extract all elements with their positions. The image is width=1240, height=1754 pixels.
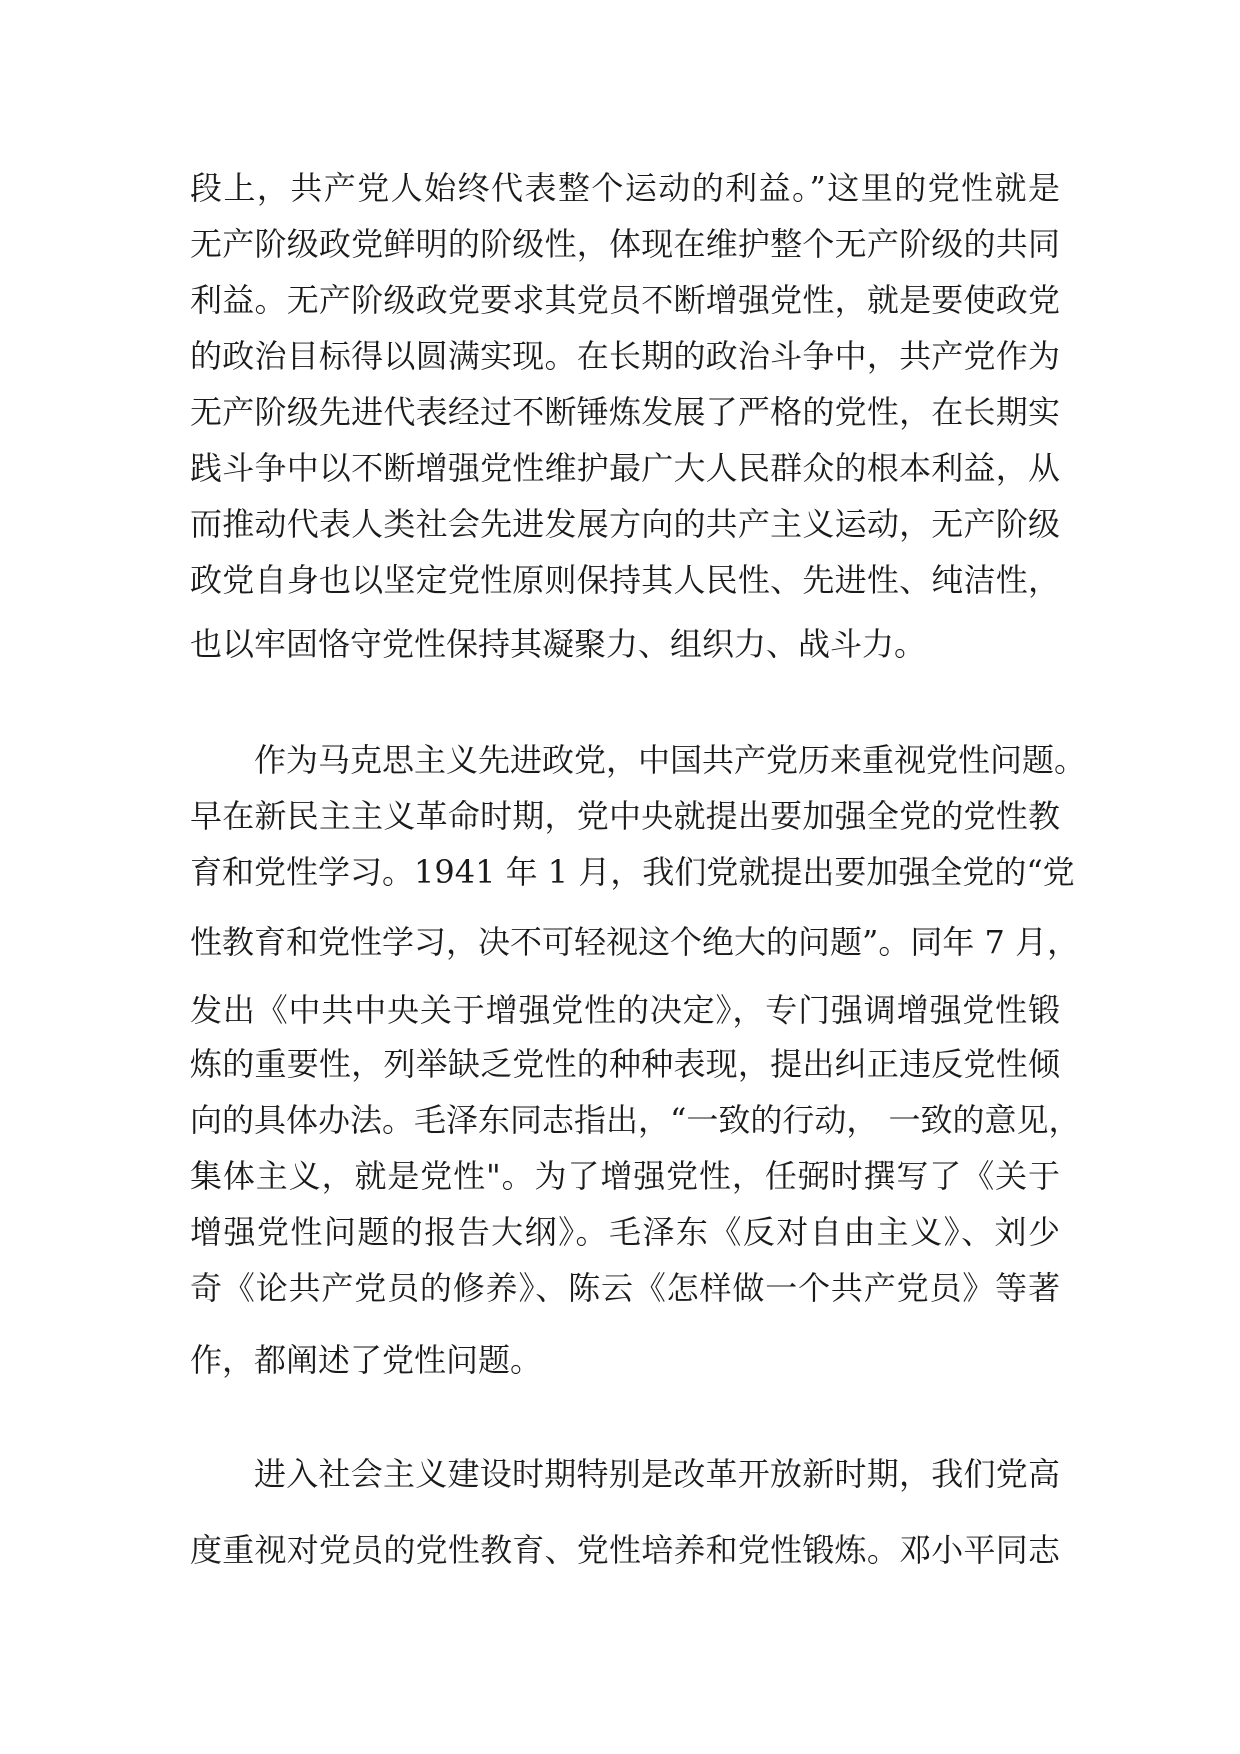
text-line: 无产阶级政党鲜明的阶级性，体现在维护整个无产阶级的共同 [190, 225, 1060, 263]
text-line: 践斗争中以不断增强党性维护最广大人民群众的根本利益，从 [190, 449, 1060, 487]
text-line: 作，都阐述了党性问题。 [190, 1341, 543, 1379]
text-line: 向的具体办法。毛泽东同志指出，“一致的行动， 一致的意见， [190, 1101, 1081, 1139]
text-line: 政党自身也以坚定党性原则保持其人民性、先进性、纯洁性， [190, 561, 1060, 599]
text-line: 炼的重要性，列举缺乏党性的种种表现，提出纠正违反党性倾 [190, 1045, 1060, 1083]
text-line: 早在新民主主义革命时期，党中央就提出要加强全党的党性教 [190, 797, 1060, 835]
text-line: 而推动代表人类社会先进发展方向的共产主义运动，无产阶级 [190, 505, 1060, 543]
text-line: 度重视对党员的党性教育、党性培养和党性锻炼。邓小平同志 [190, 1531, 1060, 1569]
text-line: 无产阶级先进代表经过不断锤炼发展了严格的党性，在长期实 [190, 393, 1060, 431]
text-line: 利益。无产阶级政党要求其党员不断增强党性，就是要使政党 [190, 281, 1060, 319]
text-line: 作为马克思主义先进政党，中国共产党历来重视党性问题。 [254, 741, 1087, 779]
text-line: 的政治目标得以圆满实现。在长期的政治斗争中，共产党作为 [190, 337, 1060, 375]
text-line: 育和党性学习。1941 年 1 月，我们党就提出要加强全党的“党 [190, 853, 1075, 891]
text-line: 也以牢固恪守党性保持其凝聚力、组织力、战斗力。 [190, 625, 927, 663]
text-line: 集体主义，就是党性"。为了增强党性，任弼时撰写了《关于 [190, 1157, 1060, 1195]
text-line: 性教育和党性学习，决不可轻视这个绝大的问题”。同年 7 月， [190, 923, 1080, 961]
text-line: 发出《中共中央关于增强党性的决定》，专门强调增强党性锻 [190, 991, 1060, 1029]
text-line: 段上，共产党人始终代表整个运动的利益。”这里的党性就是 [190, 169, 1060, 207]
text-line: 奇《论共产党员的修养》、陈云《怎样做一个共产党员》等著 [190, 1269, 1060, 1307]
text-line: 进入社会主义建设时期特别是改革开放新时期，我们党高 [254, 1455, 1060, 1493]
text-line: 增强党性问题的报告大纲》。毛泽东《反对自由主义》、刘少 [190, 1213, 1060, 1251]
